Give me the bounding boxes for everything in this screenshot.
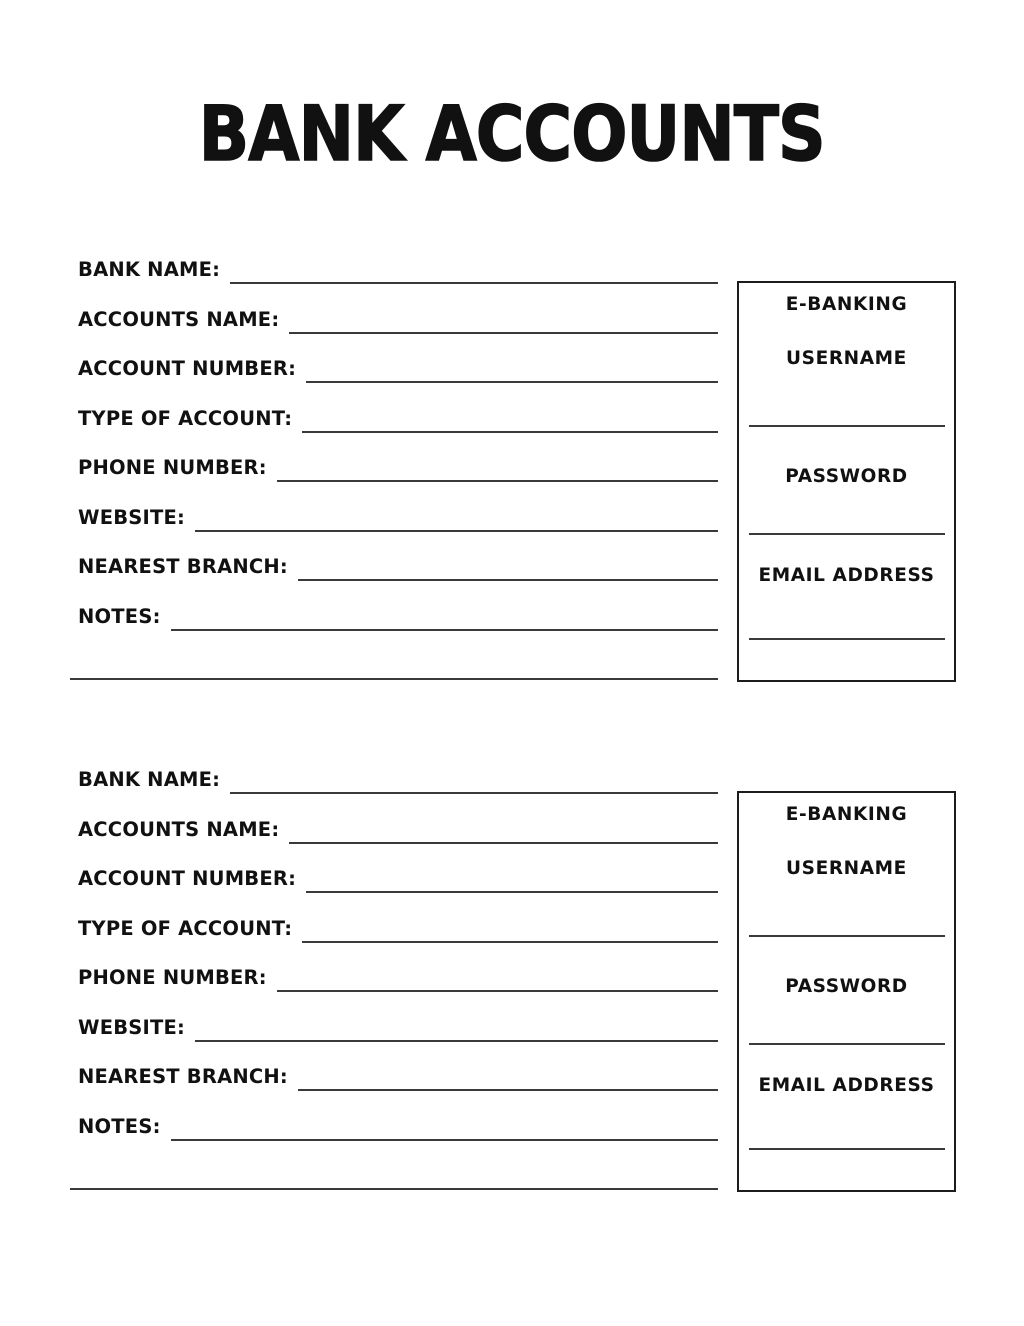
- email-address-input-line[interactable]: [749, 638, 945, 640]
- notes-input-line[interactable]: [171, 605, 718, 631]
- notes-continuation-line[interactable]: [70, 654, 718, 680]
- type-of-account-input-line[interactable]: [302, 407, 718, 433]
- bank-name-label: BANK NAME:: [78, 258, 221, 281]
- bank-name-input-line[interactable]: [230, 768, 718, 794]
- notes-label: NOTES:: [78, 604, 161, 628]
- field-row-type-of-account: [78, 911, 718, 961]
- field-row-notes-continuation: [78, 1158, 718, 1208]
- username-input-line[interactable]: [749, 425, 945, 427]
- bank-name-input-line[interactable]: [230, 258, 718, 284]
- ebanking-panel-1: [737, 281, 956, 682]
- account-section-1: [78, 252, 718, 698]
- email-address-input-line[interactable]: [749, 1148, 945, 1150]
- nearest-branch-input-line[interactable]: [298, 1065, 718, 1091]
- phone-number-label: PHONE NUMBER:: [78, 456, 267, 479]
- field-row-bank-name: [78, 252, 718, 302]
- ebanking-title: E-BANKING: [785, 294, 908, 315]
- username-input-line[interactable]: [749, 935, 945, 937]
- username-label: USERNAME: [786, 348, 907, 369]
- type-of-account-input-line[interactable]: [302, 917, 718, 943]
- phone-number-input-line[interactable]: [277, 966, 718, 992]
- nearest-branch-label: NEAREST BRANCH:: [78, 1065, 288, 1088]
- field-row-nearest-branch: [78, 549, 718, 599]
- field-row-website: [78, 1010, 718, 1060]
- page-title-text: BANK ACCOUNTS: [198, 89, 826, 178]
- field-row-notes: [78, 599, 718, 649]
- email-address-label: EMAIL ADDRESS: [758, 1075, 935, 1096]
- account-number-input-line[interactable]: [306, 867, 718, 893]
- accounts-name-label: ACCOUNTS NAME:: [78, 817, 280, 841]
- account-section-2: [78, 762, 718, 1208]
- notes-input-line[interactable]: [171, 1115, 718, 1141]
- field-row-bank-name: [78, 762, 718, 812]
- field-row-accounts-name: [78, 812, 718, 862]
- phone-number-input-line[interactable]: [277, 456, 718, 482]
- bank-name-label: BANK NAME:: [78, 768, 221, 791]
- field-row-phone-number: [78, 450, 718, 500]
- website-label: WEBSITE:: [78, 1015, 186, 1039]
- field-row-phone-number: [78, 960, 718, 1010]
- notes-continuation-line[interactable]: [70, 1164, 718, 1190]
- website-input-line[interactable]: [195, 506, 718, 532]
- accounts-name-input-line[interactable]: [289, 818, 718, 844]
- ebanking-panel-2: [737, 791, 956, 1192]
- account-number-label: ACCOUNT NUMBER:: [78, 357, 297, 380]
- password-label: PASSWORD: [785, 466, 908, 487]
- page-title: [0, 89, 1024, 178]
- website-input-line[interactable]: [195, 1016, 718, 1042]
- field-row-nearest-branch: [78, 1059, 718, 1109]
- account-number-input-line[interactable]: [306, 357, 718, 383]
- ebanking-title: E-BANKING: [785, 804, 908, 825]
- field-row-type-of-account: [78, 401, 718, 451]
- type-of-account-label: TYPE OF ACCOUNT:: [78, 406, 293, 430]
- field-row-accounts-name: [78, 302, 718, 352]
- type-of-account-label: TYPE OF ACCOUNT:: [78, 916, 293, 940]
- field-row-notes: [78, 1109, 718, 1159]
- notes-label: NOTES:: [78, 1114, 161, 1138]
- field-row-account-number: [78, 861, 718, 911]
- field-row-website: [78, 500, 718, 550]
- nearest-branch-input-line[interactable]: [298, 555, 718, 581]
- username-label: USERNAME: [786, 858, 907, 879]
- account-number-label: ACCOUNT NUMBER:: [78, 867, 297, 890]
- phone-number-label: PHONE NUMBER:: [78, 966, 267, 989]
- accounts-name-label: ACCOUNTS NAME:: [78, 307, 280, 331]
- password-label: PASSWORD: [785, 976, 908, 997]
- nearest-branch-label: NEAREST BRANCH:: [78, 555, 288, 578]
- website-label: WEBSITE:: [78, 505, 186, 529]
- accounts-name-input-line[interactable]: [289, 308, 718, 334]
- password-input-line[interactable]: [749, 1043, 945, 1045]
- field-row-account-number: [78, 351, 718, 401]
- field-row-notes-continuation: [78, 648, 718, 698]
- email-address-label: EMAIL ADDRESS: [758, 565, 935, 586]
- password-input-line[interactable]: [749, 533, 945, 535]
